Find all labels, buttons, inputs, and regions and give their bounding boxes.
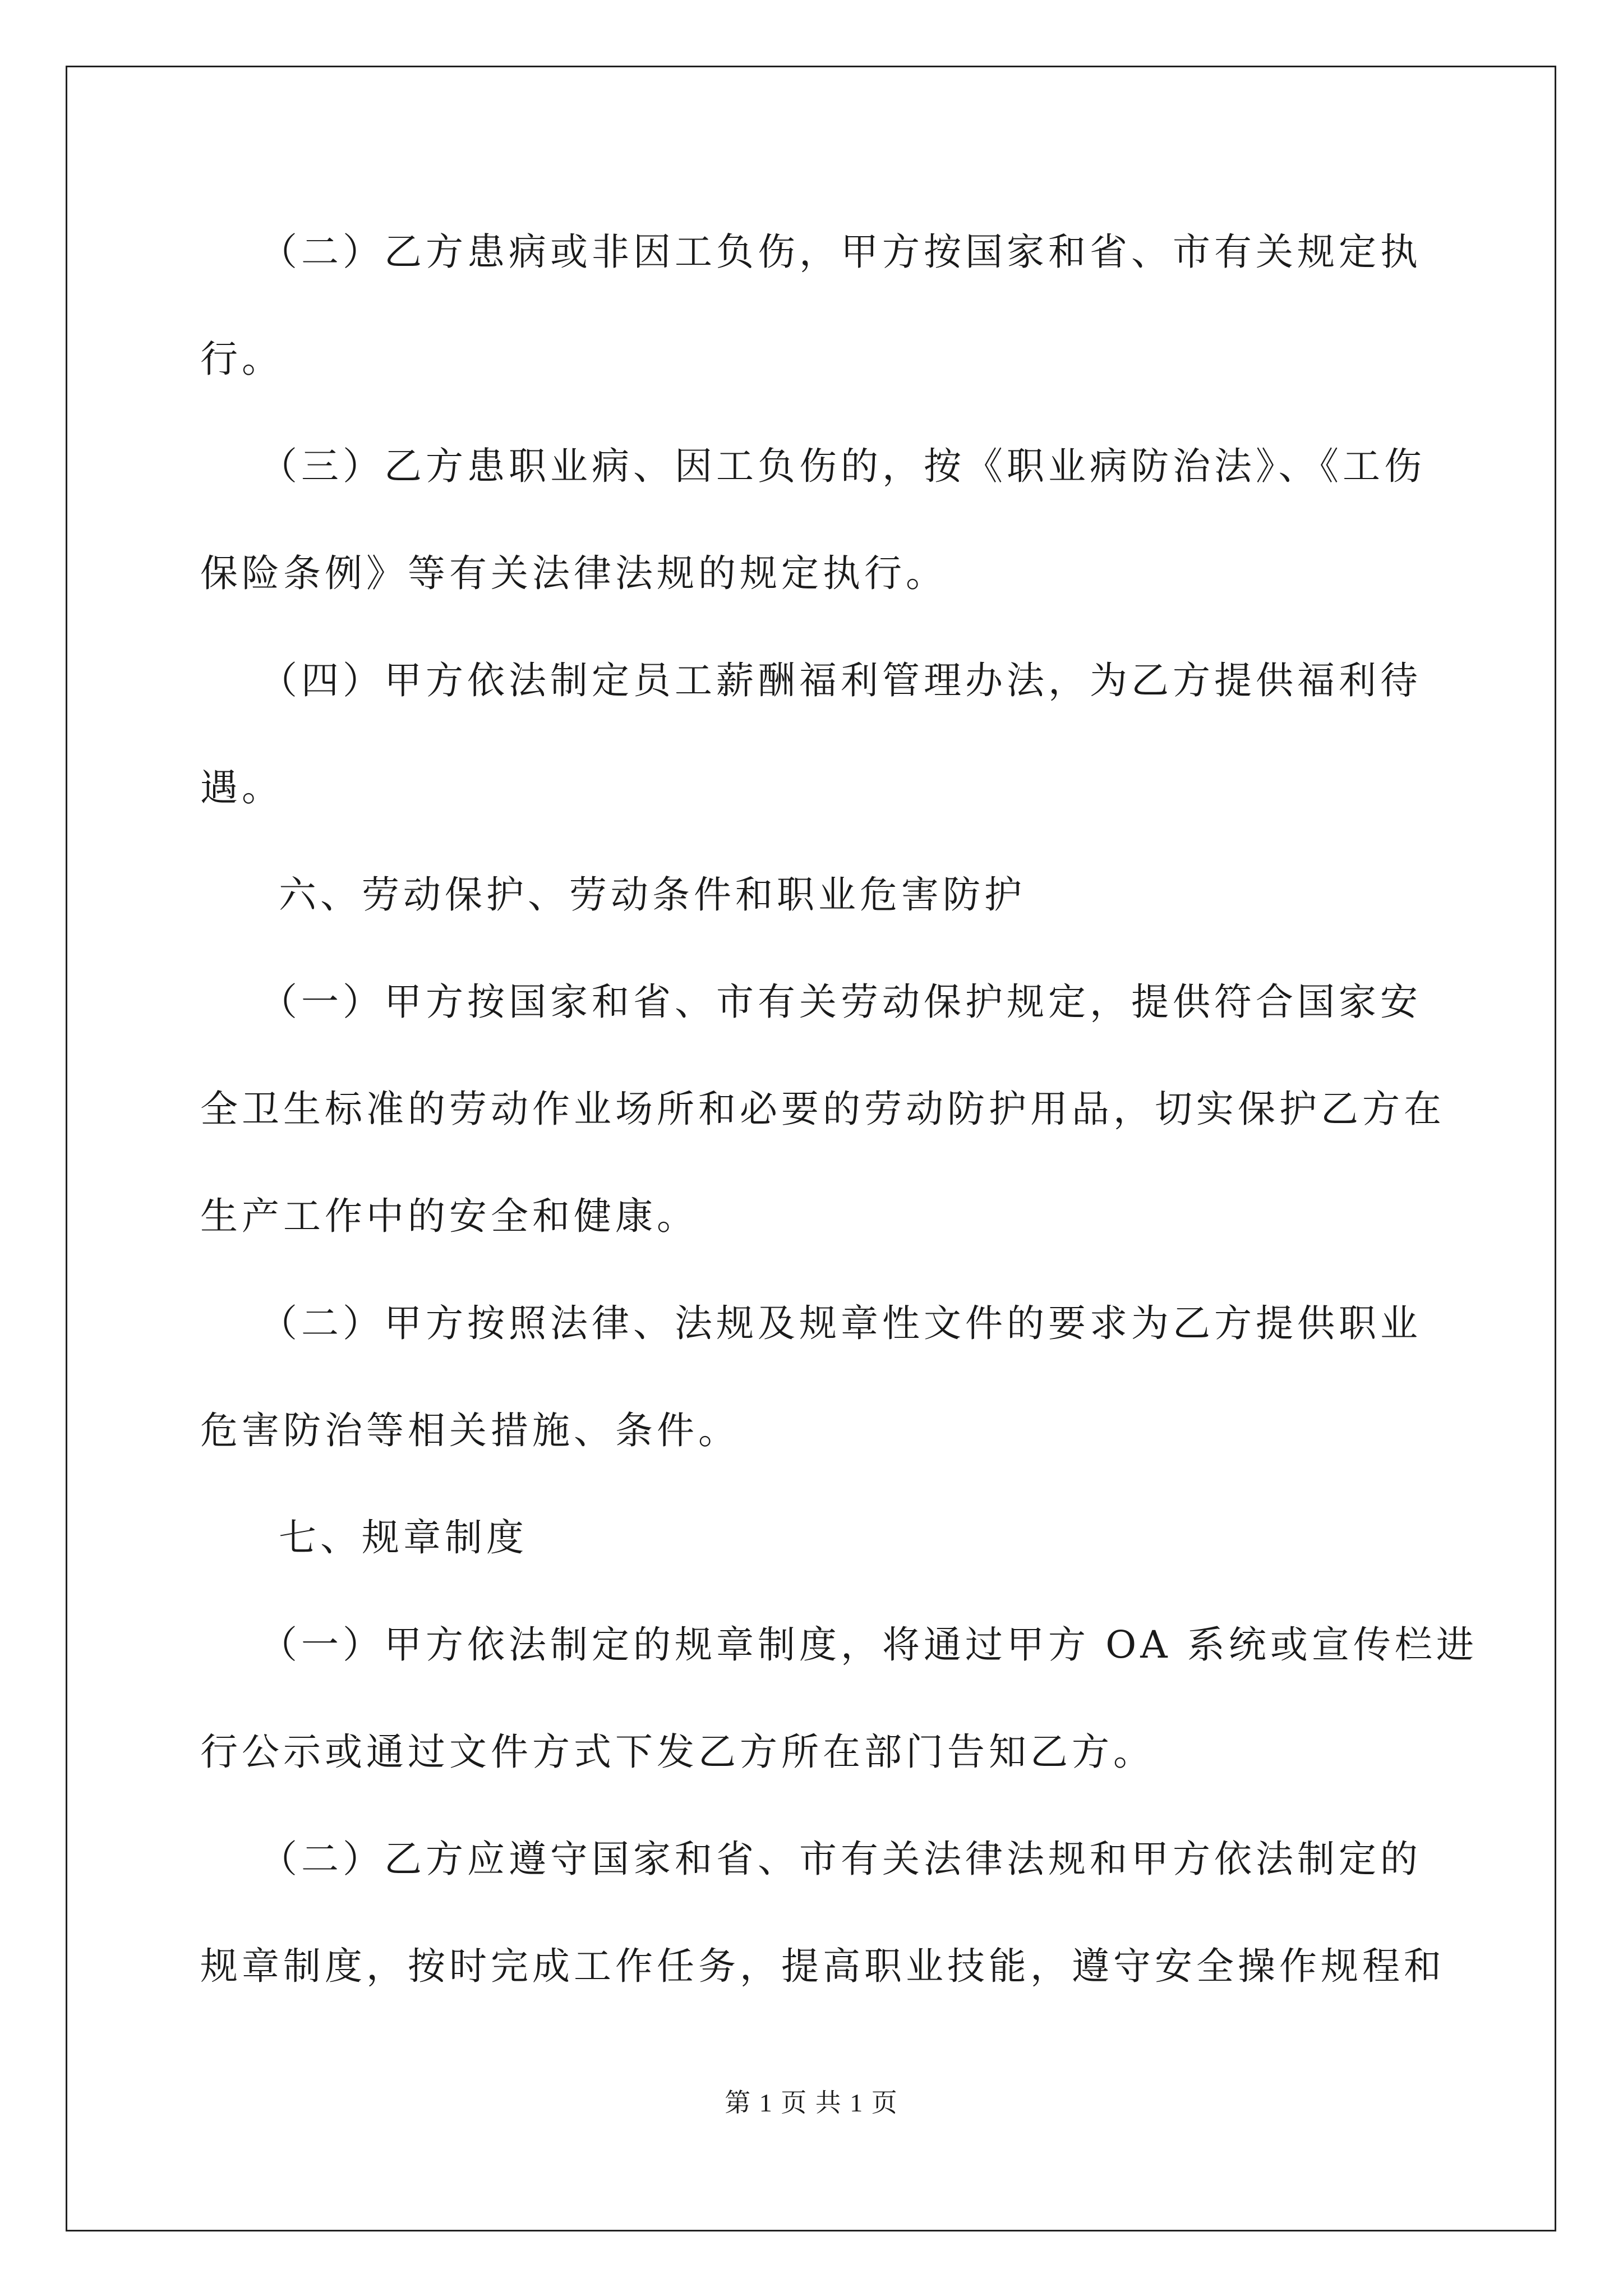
text-line: （三）乙方患职业病、因工负伤的，按《职业病防治法》、《工伤 [260, 444, 1426, 488]
text-line: （二）乙方应遵守国家和省、市有关法律法规和甲方依法制定的 [260, 1837, 1422, 1881]
text-line: （二）甲方按照法律、法规及规章性文件的要求为乙方提供职业 [260, 1301, 1422, 1345]
text-line: （一）甲方依法制定的规章制度，将通过甲方 OA 系统或宣传栏进 [260, 1623, 1478, 1667]
text-line: 保险条例》等有关法律法规的规定执行。 [200, 551, 947, 595]
section-heading: 六、劳动保护、劳动条件和职业危害防护 [279, 873, 1026, 917]
text-line: （二）乙方患病或非因工负伤，甲方按国家和省、市有关规定执 [260, 230, 1422, 274]
text-line: 行公示或通过文件方式下发乙方所在部门告知乙方。 [200, 1730, 1155, 1774]
text-line: （四）甲方依法制定员工薪酬福利管理办法，为乙方提供福利待 [260, 659, 1422, 702]
text-line: 遇。 [200, 766, 283, 809]
section-heading: 七、规章制度 [279, 1516, 528, 1559]
text-line: 行。 [200, 337, 283, 381]
text-line: 全卫生标准的劳动作业场所和必要的劳动防护用品，切实保护乙方在 [200, 1087, 1445, 1131]
page-number-footer: 第 1 页 共 1 页 [725, 2088, 898, 2117]
text-line: 生产工作中的安全和健康。 [200, 1194, 698, 1238]
text-line: （一）甲方按国家和省、市有关劳动保护规定，提供符合国家安 [260, 980, 1422, 1024]
text-line: 规章制度，按时完成工作任务，提高职业技能，遵守安全操作规程和 [200, 1944, 1445, 1988]
text-line: 危害防治等相关措施、条件。 [200, 1409, 740, 1452]
